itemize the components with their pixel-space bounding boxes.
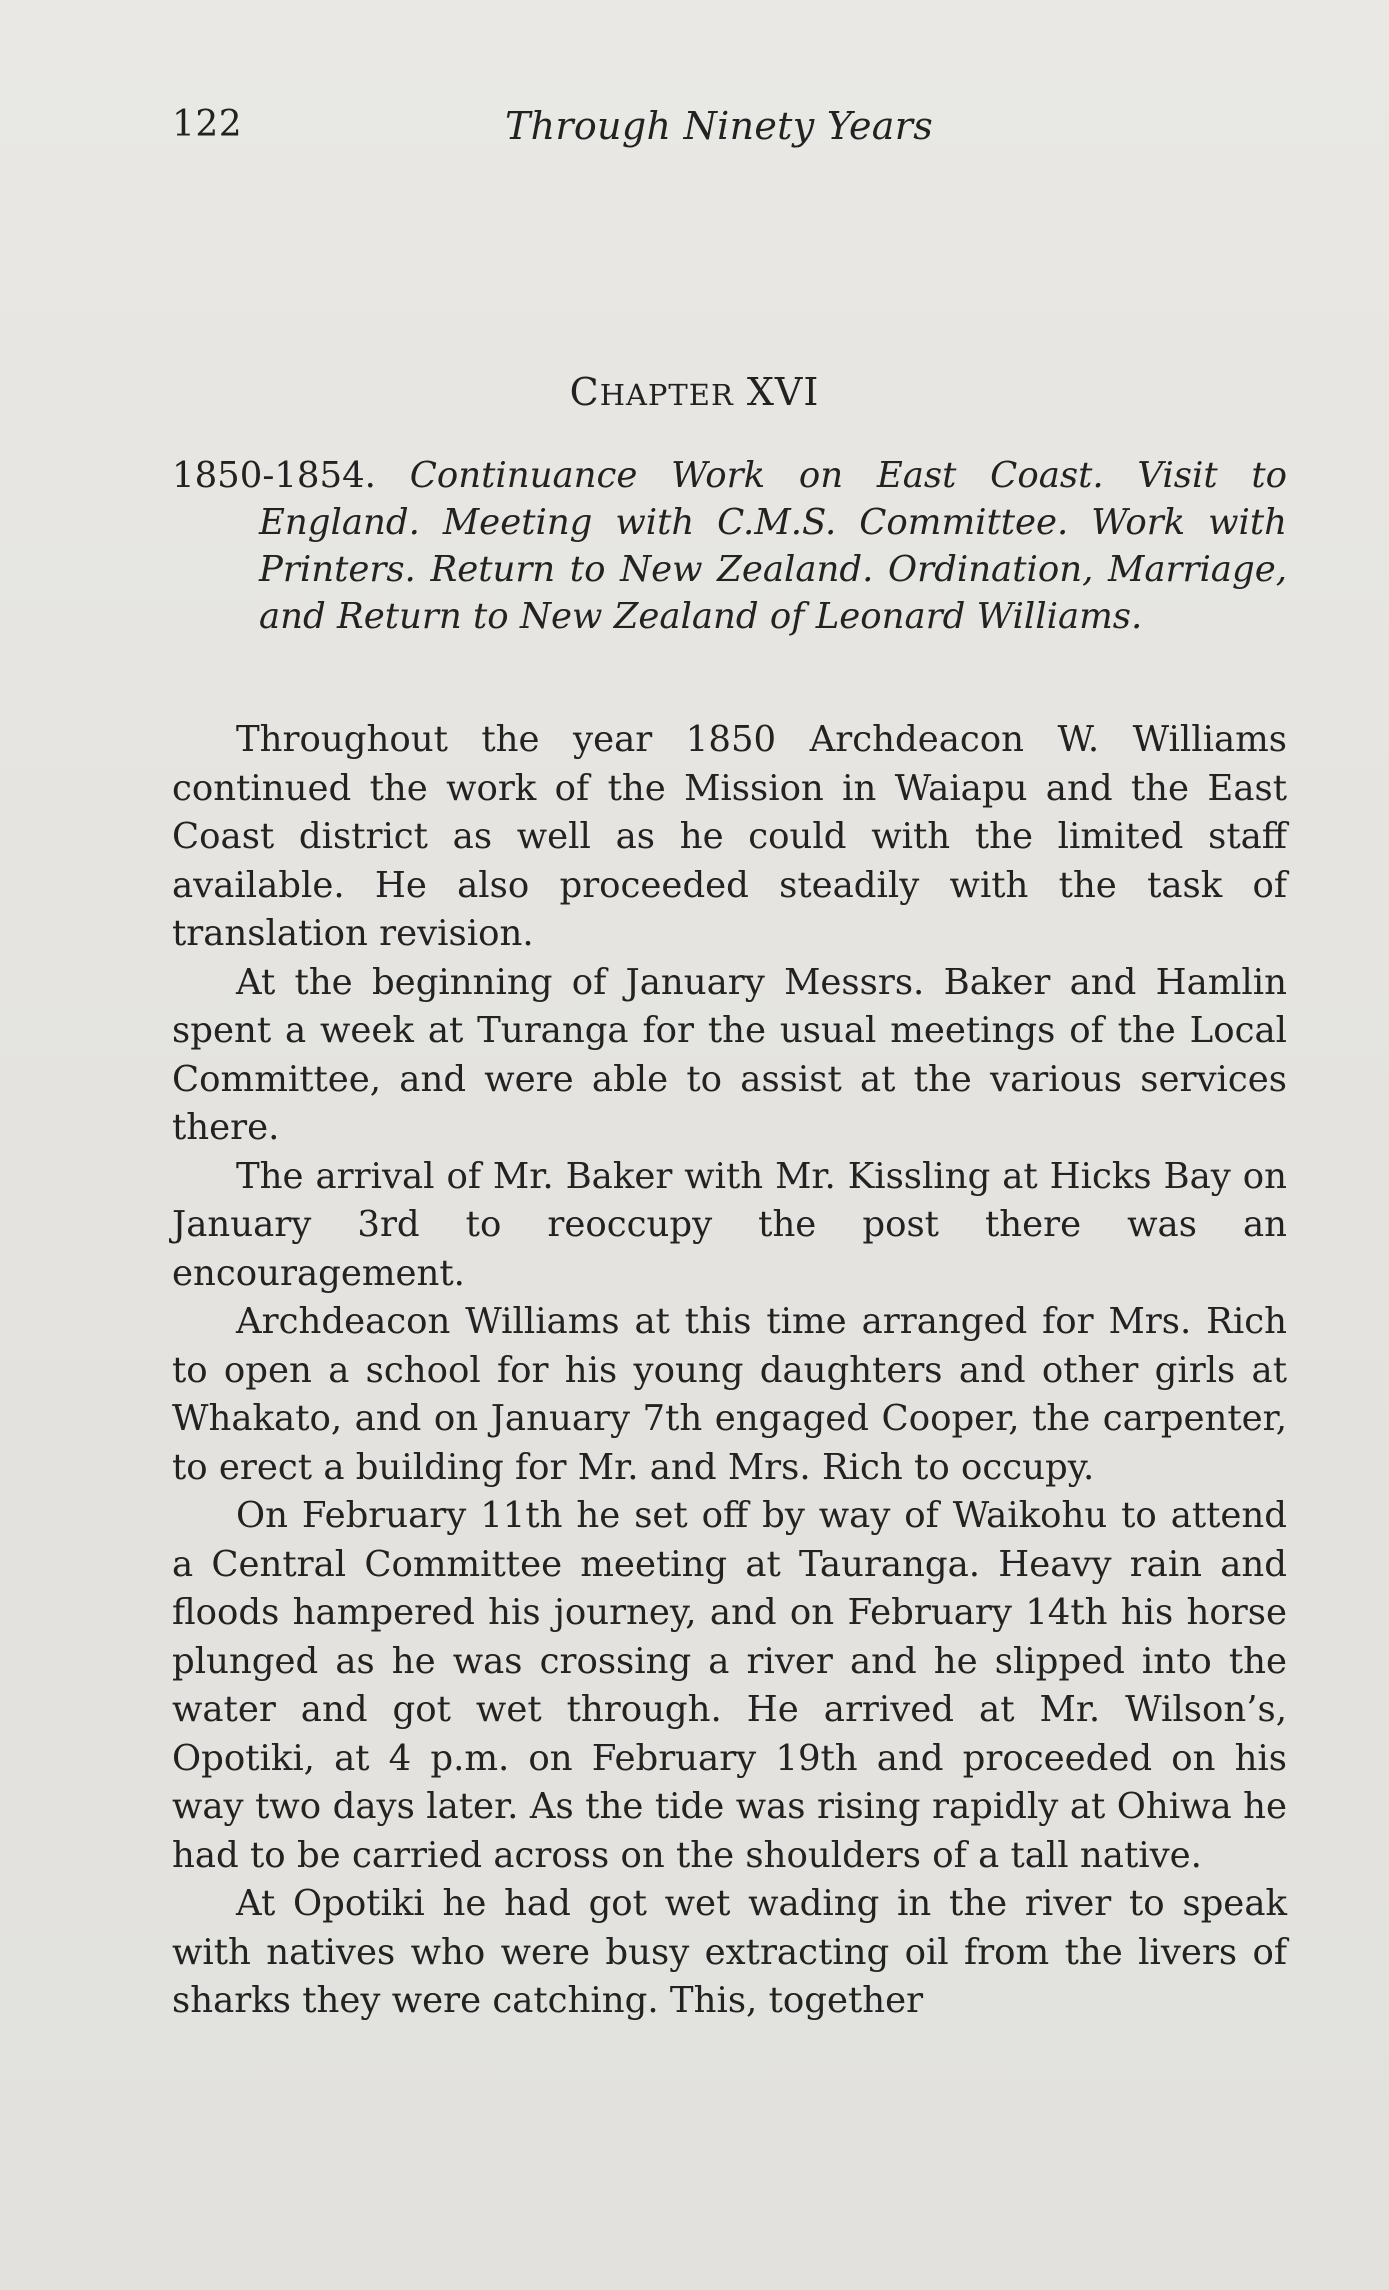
chapter-heading [0, 370, 1389, 414]
chapter-heading-word: HAPTER [599, 378, 734, 412]
chapter-heading-initial: C [569, 370, 600, 414]
synopsis-summary: Continuance Work on East Coast. Visit to England. Meeting with C.M.S. Committee. Work with Printers. Return to New Zealand. Ordination, Marriage, and Return to New Zealand of Leonard Williams. [259, 455, 1287, 637]
running-title: Through Ninety Years [505, 104, 933, 148]
paragraph: At Opotiki he had got wet wading in the river to speak with natives who were busy extracting oil from the livers of sharks they were catching. This, together [172, 1883, 1287, 2021]
chapter-number: XVI [746, 370, 820, 414]
paragraph: Archdeacon Williams at this time arranged for Mrs. Rich to open a school for his young daughters and other girls at Whakato, and on January 7th engaged Cooper, the carpenter, to erect a building for Mr. and Mrs. Rich to occupy. [172, 1301, 1287, 1488]
paragraph: At the beginning of January Messrs. Baker and Hamlin spent a week at Turanga for the usual meetings of the Local Committee, and were able to assist at the various services there. [172, 961, 1287, 1148]
chapter-synopsis [172, 452, 1287, 640]
paragraph: On February 11th he set off by way of Waikohu to attend a Central Committee meeting at Tauranga. Heavy rain and floods hampered his journey, and on February 14th his horse plunged as he was crossing a river and he slipped into the water and got wet through. He arrived at Mr. Wilson’s, Opotiki, at 4 p.m. on February 19th and proceeded on his way two days later. As the tide was rising rapidly at Ohiwa he had to be carried across on the shoulders of a tall native. [172, 1495, 1287, 1876]
paragraph: The arrival of Mr. Baker with Mr. Kissling at Hicks Bay on January 3rd to reoccupy the post there was an encouragement. [172, 1155, 1287, 1294]
page-number: 122 [172, 104, 243, 145]
paragraph: Throughout the year 1850 Archdeacon W. Williams continued the work of the Mission in Waiapu and the East Coast district as well as he could with the limited staff available. He also proceeded steadily with the task of translation revision. [172, 719, 1287, 954]
synopsis-years: 1850-1854. [172, 455, 376, 496]
body-text [172, 716, 1287, 2026]
